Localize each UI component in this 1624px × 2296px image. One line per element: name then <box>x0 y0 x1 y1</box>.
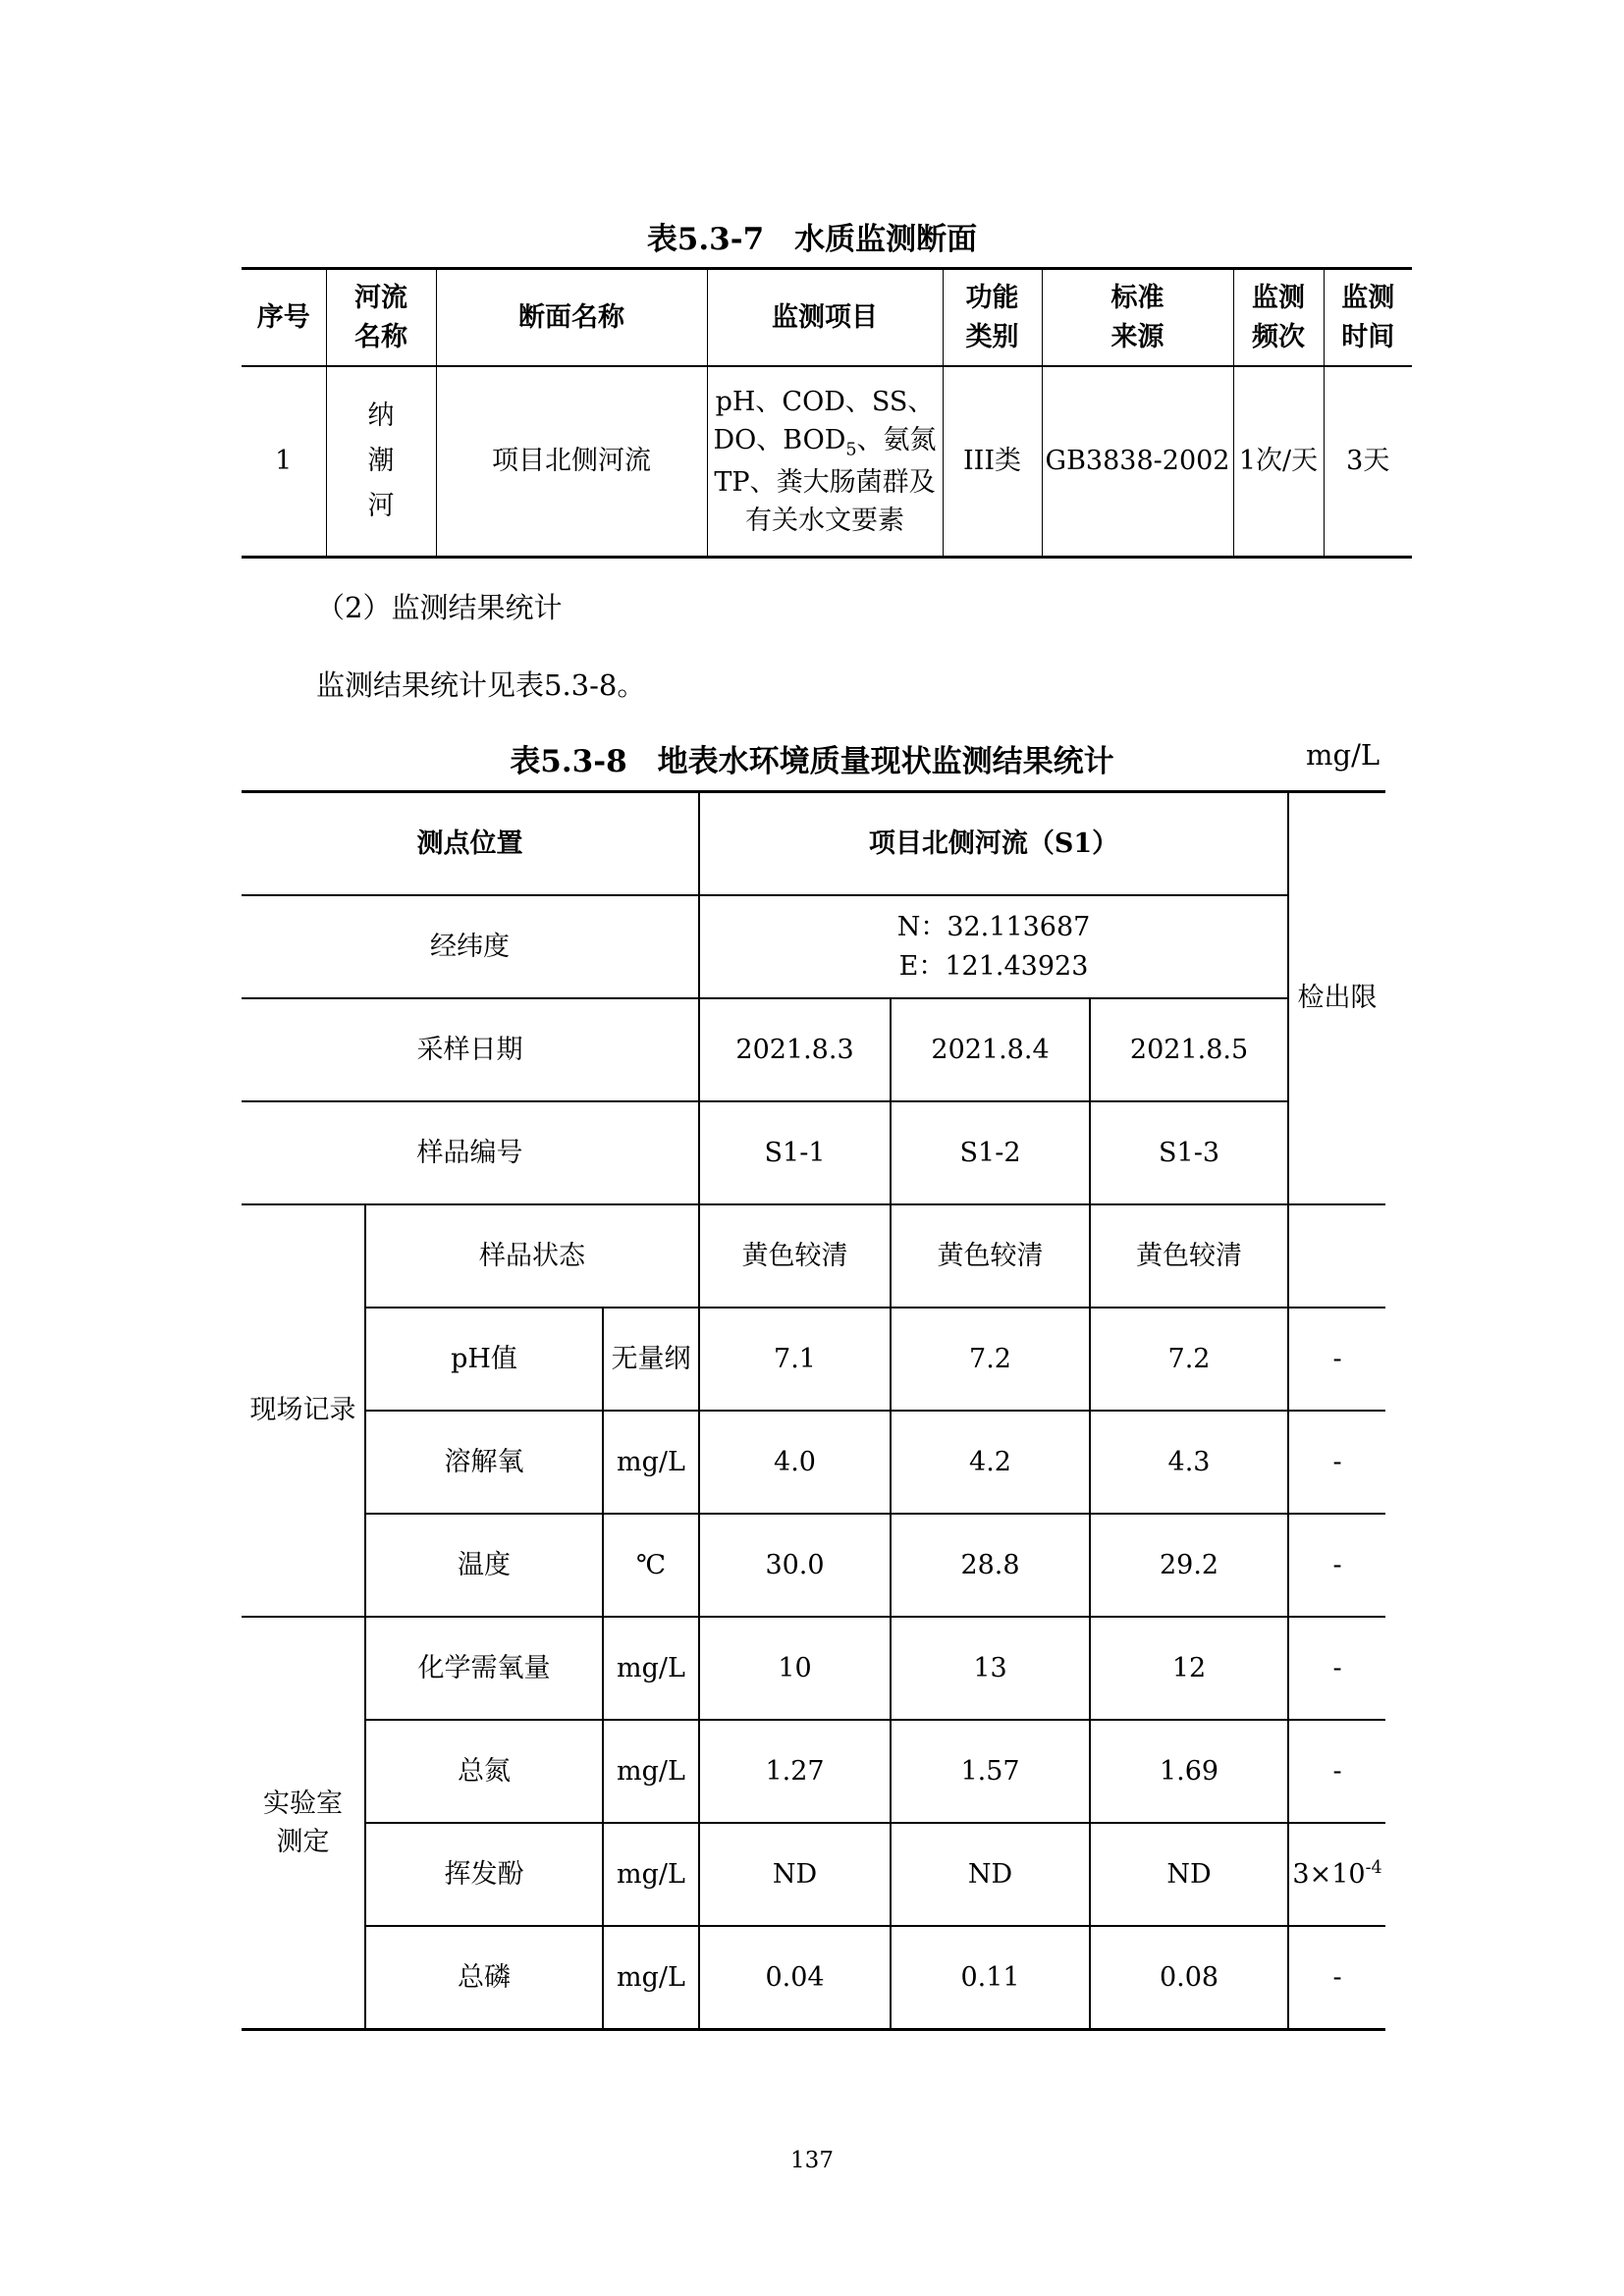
detection-limit-header: 检出限 <box>1288 792 1385 1205</box>
limit-cell: - <box>1288 1926 1385 2030</box>
value-cell: 29.2 <box>1090 1514 1288 1617</box>
value-cell: 7.1 <box>699 1308 891 1411</box>
sample-no: S1-3 <box>1090 1101 1288 1204</box>
param-name: 总磷 <box>365 1926 603 2030</box>
value-cell: 1.69 <box>1090 1720 1288 1823</box>
sample-no: S1-1 <box>699 1101 891 1204</box>
header-cell: 监测项目 <box>707 269 943 367</box>
table-row <box>242 1617 1385 1720</box>
water-quality-results-table <box>242 790 1385 2031</box>
value-cell: 1.57 <box>891 1720 1090 1823</box>
site-label: 测点位置 <box>242 792 699 896</box>
value-cell: 0.04 <box>699 1926 891 2030</box>
table-caption: 表5.3-7 水质监测断面 <box>646 222 978 257</box>
monitoring-section-table <box>242 267 1412 559</box>
table-row <box>242 1720 1385 1823</box>
sample-no: S1-2 <box>891 1101 1090 1204</box>
param-unit: mg/L <box>603 1720 699 1823</box>
section-heading: （2）监测结果统计 <box>316 591 563 624</box>
field-record-group: 现场记录 <box>242 1204 365 1617</box>
value-cell: 4.2 <box>891 1411 1090 1514</box>
param-name: 温度 <box>365 1514 603 1617</box>
unit-label: mg/L <box>1306 738 1380 772</box>
header-cell: 河流 名称 <box>326 269 436 367</box>
standard-source: GB3838-2002 <box>1042 366 1233 558</box>
section-name: 项目北侧河流 <box>436 366 707 558</box>
table-row <box>242 1308 1385 1411</box>
body-text: 监测结果统计见表5.3-8。 <box>316 668 646 702</box>
site-name: 项目北侧河流（S1） <box>699 792 1288 896</box>
date-label: 采样日期 <box>242 998 699 1101</box>
value-cell: 30.0 <box>699 1514 891 1617</box>
header-cell: 标准 来源 <box>1042 269 1233 367</box>
coordinates: N：32.113687 E：121.43923 <box>699 895 1288 998</box>
monitoring-items: pH、COD、SS、 DO、$BOD_5$、氨氮 TP、粪大肠菌群及 有关水文要素 <box>707 366 943 558</box>
limit-cell: - <box>1288 1514 1385 1617</box>
table-row <box>242 1411 1385 1514</box>
sample-date: 2021.8.3 <box>699 998 891 1101</box>
table-row <box>242 1823 1385 1926</box>
sample-no-label: 样品编号 <box>242 1101 699 1204</box>
param-name: 化学需氧量 <box>365 1617 603 1720</box>
value-cell: 0.11 <box>891 1926 1090 2030</box>
value-cell: 黄色较清 <box>1090 1204 1288 1308</box>
limit-cell: - <box>1288 1720 1385 1823</box>
value-cell: 28.8 <box>891 1514 1090 1617</box>
value-cell: ND <box>1090 1823 1288 1926</box>
limit-cell <box>1288 1204 1385 1308</box>
lab-group: 实验室 测定 <box>242 1617 365 2030</box>
param-unit: mg/L <box>603 1926 699 2030</box>
value-cell: 4.0 <box>699 1411 891 1514</box>
table-row <box>242 1926 1385 2030</box>
value-cell: 7.2 <box>1090 1308 1288 1411</box>
value-cell: ND <box>699 1823 891 1926</box>
limit-cell: - <box>1288 1308 1385 1411</box>
param-unit: mg/L <box>603 1617 699 1720</box>
header-cell: 监测 时间 <box>1324 269 1412 367</box>
param-name: 总氮 <box>365 1720 603 1823</box>
value-cell: 7.2 <box>891 1308 1090 1411</box>
header-cell: 序号 <box>242 269 326 367</box>
limit-cell: - <box>1288 1617 1385 1720</box>
value-cell: ND <box>891 1823 1090 1926</box>
monitoring-frequency: 1次/天 <box>1233 366 1324 558</box>
coord-label: 经纬度 <box>242 895 699 998</box>
value-cell: 12 <box>1090 1617 1288 1720</box>
header-cell: 监测 频次 <box>1233 269 1324 367</box>
sample-date: 2021.8.5 <box>1090 998 1288 1101</box>
function-class: III类 <box>943 366 1042 558</box>
value-cell: 13 <box>891 1617 1090 1720</box>
header-cell: 功能 类别 <box>943 269 1042 367</box>
param-unit: 无量纲 <box>603 1308 699 1411</box>
value-cell: 黄色较清 <box>699 1204 891 1308</box>
param-unit: mg/L <box>603 1411 699 1514</box>
param-unit: mg/L <box>603 1823 699 1926</box>
monitoring-duration: 3天 <box>1324 366 1412 558</box>
limit-cell: $3\times 10^{-4}$ <box>1288 1823 1385 1926</box>
table-row <box>242 1514 1385 1617</box>
value-cell: 10 <box>699 1617 891 1720</box>
value-cell: 0.08 <box>1090 1926 1288 2030</box>
limit-cell: - <box>1288 1411 1385 1514</box>
value-cell: 1.27 <box>699 1720 891 1823</box>
param-name: 样品状态 <box>365 1204 699 1308</box>
page-number: 137 <box>790 2148 834 2173</box>
row-number: 1 <box>242 366 326 558</box>
param-name: 挥发酚 <box>365 1823 603 1926</box>
header-cell: 断面名称 <box>436 269 707 367</box>
river-name: 纳 潮 河 <box>326 366 436 558</box>
param-unit: ℃ <box>603 1514 699 1617</box>
param-name: pH值 <box>365 1308 603 1411</box>
table-caption: 表5.3-8 地表水环境质量现状监测结果统计 <box>510 744 1114 779</box>
param-name: 溶解氧 <box>365 1411 603 1514</box>
value-cell: 黄色较清 <box>891 1204 1090 1308</box>
sample-date: 2021.8.4 <box>891 998 1090 1101</box>
value-cell: 4.3 <box>1090 1411 1288 1514</box>
